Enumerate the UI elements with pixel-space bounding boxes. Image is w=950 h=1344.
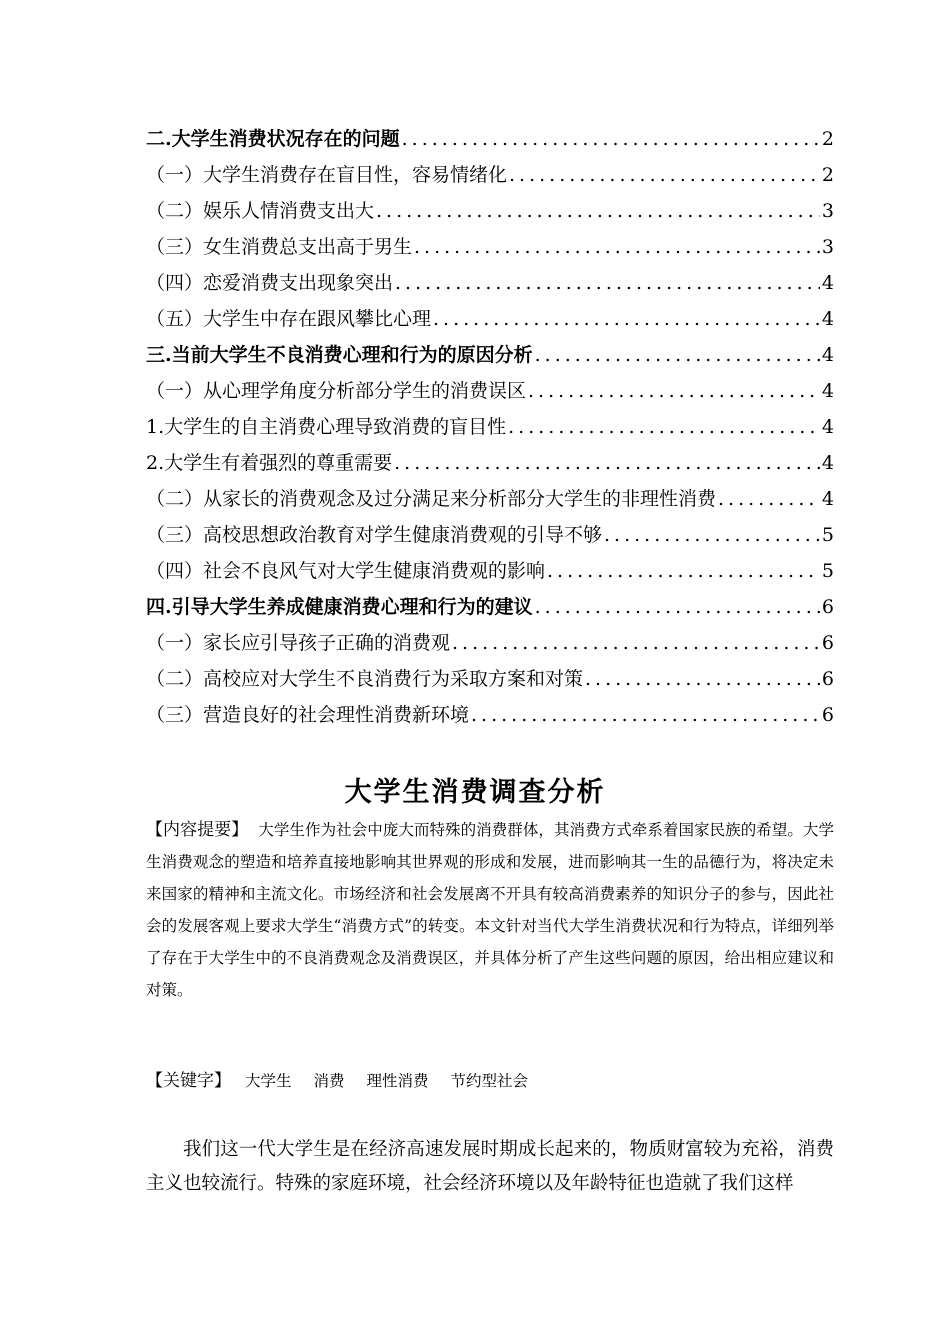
body-paragraph: 我们这一代大学生是在经济高速发展时期成长起来的，物质财富较为充裕，消费主义也较流行。特殊的家庭环境，社会经济环境以及年龄特征也造就了我们这样 [146, 1139, 834, 1194]
toc-page-number: 5 [821, 560, 834, 582]
toc-page-number: 5 [821, 524, 834, 546]
toc-entry-title: 2.大学生有着强烈的尊重需要 [146, 452, 393, 474]
toc-entry-title: 四.引导大学生养成健康消费心理和行为的建议 [146, 596, 533, 618]
toc-entry-title: （三）营造良好的社会理性消费新环境 [146, 704, 470, 726]
toc-leader-dots [376, 193, 820, 229]
toc-entry-title: （五）大学生中存在跟风攀比心理 [146, 308, 432, 330]
toc-leader-dots [718, 481, 820, 517]
toc-page-number: 6 [821, 596, 834, 618]
toc-page-number: 4 [821, 344, 834, 366]
toc-entry-title: （一）大学生消费存在盲目性，容易情绪化 [146, 164, 508, 186]
toc-entry-title: 三.当前大学生不良消费心理和行为的原因分析 [146, 344, 533, 366]
toc-entry [146, 625, 834, 661]
toc-entry [146, 301, 834, 337]
toc-entry-title: （三）高校思想政治教育对学生健康消费观的引导不够 [146, 524, 603, 546]
toc-page-number: 4 [821, 416, 834, 438]
document-title: 大学生消费调查分析 [344, 777, 606, 808]
toc-entry [146, 445, 834, 481]
toc-leader-dots [402, 121, 820, 157]
toc-leader-dots [395, 265, 820, 301]
abstract-section [146, 814, 834, 1006]
toc-entry-title: （四）社会不良风气对大学生健康消费观的影响 [146, 560, 546, 582]
toc-entry [146, 517, 834, 553]
toc-leader-dots [585, 661, 820, 697]
toc-entry [146, 661, 834, 697]
toc-leader-dots [452, 625, 820, 661]
keywords-label: 【关键字】 [146, 1071, 231, 1091]
toc-entry [146, 697, 834, 733]
toc-entry [146, 409, 834, 445]
keyword: 大学生 [245, 1072, 292, 1090]
toc-leader-dots [535, 337, 820, 373]
toc-entry-title: （四）恋爱消费支出现象突出 [146, 272, 394, 294]
toc-leader-dots [394, 445, 820, 481]
toc-page-number: 4 [821, 452, 834, 474]
abstract-text: 大学生作为社会中庞大而特殊的消费群体，其消费方式牵系着国家民族的希望。大学生消费观念的塑造和培养直接地影响其世界观的形成和发展，进而影响其一生的品德行为，将决定未来国家的精神和主流文化。市场经济和社会发展离不开具有较高消费素养的知识分子的参与，因此社会的发展客观上要求大学生“消费方式”的转变。本文针对当代大学生消费状况和行为特点，详细列举了存在于大学生中的不良消费观念及消费误区，并具体分析了产生这些问题的原因，给出相应建议和对策。 [146, 821, 834, 999]
toc-page-number: 6 [821, 704, 834, 726]
toc-entry-title: （二）高校应对大学生不良消费行为采取方案和对策 [146, 668, 584, 690]
toc-page-number: 4 [821, 272, 834, 294]
toc-entry-title: （三）女生消费总支出高于男生 [146, 236, 413, 258]
toc-entry-title: 二.大学生消费状况存在的问题 [146, 128, 400, 150]
keyword: 理性消费 [366, 1072, 429, 1090]
toc-entry [146, 481, 834, 517]
toc-leader-dots [528, 373, 820, 409]
toc-entry-title: （二）从家长的消费观念及过分满足来分析部分大学生的非理性消费 [146, 488, 717, 510]
toc-entry [146, 121, 834, 157]
toc-leader-dots [471, 697, 820, 733]
toc-page-number: 3 [821, 236, 834, 258]
toc-page-number: 2 [821, 164, 834, 186]
toc-entry [146, 229, 834, 265]
toc-entry-title: （二）娱乐人情消费支出大 [146, 200, 375, 222]
toc-entry [146, 373, 834, 409]
toc-leader-dots [508, 409, 820, 445]
keyword: 消费 [313, 1072, 345, 1090]
table-of-contents [146, 121, 834, 733]
toc-entry [146, 337, 834, 373]
keywords-section [146, 1066, 834, 1096]
toc-entry [146, 589, 834, 625]
keyword: 节约型社会 [450, 1072, 529, 1090]
toc-page-number: 4 [821, 308, 834, 330]
toc-leader-dots [414, 229, 820, 265]
toc-leader-dots [604, 517, 820, 553]
toc-entry-title: （一）从心理学角度分析部分学生的消费误区 [146, 380, 527, 402]
toc-leader-dots [509, 157, 820, 193]
abstract-label: 【内容提要】 [146, 820, 249, 840]
toc-page-number: 6 [821, 668, 834, 690]
toc-entry [146, 265, 834, 301]
toc-leader-dots [535, 589, 820, 625]
toc-page-number: 2 [821, 128, 834, 150]
toc-leader-dots [547, 553, 820, 589]
toc-page-number: 4 [821, 380, 834, 402]
toc-leader-dots [433, 301, 820, 337]
toc-page-number: 3 [821, 200, 834, 222]
toc-entry [146, 157, 834, 193]
toc-entry [146, 193, 834, 229]
toc-page-number: 6 [821, 632, 834, 654]
toc-entry-title: （一）家长应引导孩子正确的消费观 [146, 632, 451, 654]
toc-entry [146, 553, 834, 589]
toc-entry-title: 1.大学生的自主消费心理导致消费的盲目性 [146, 416, 507, 438]
toc-page-number: 4 [821, 488, 834, 510]
